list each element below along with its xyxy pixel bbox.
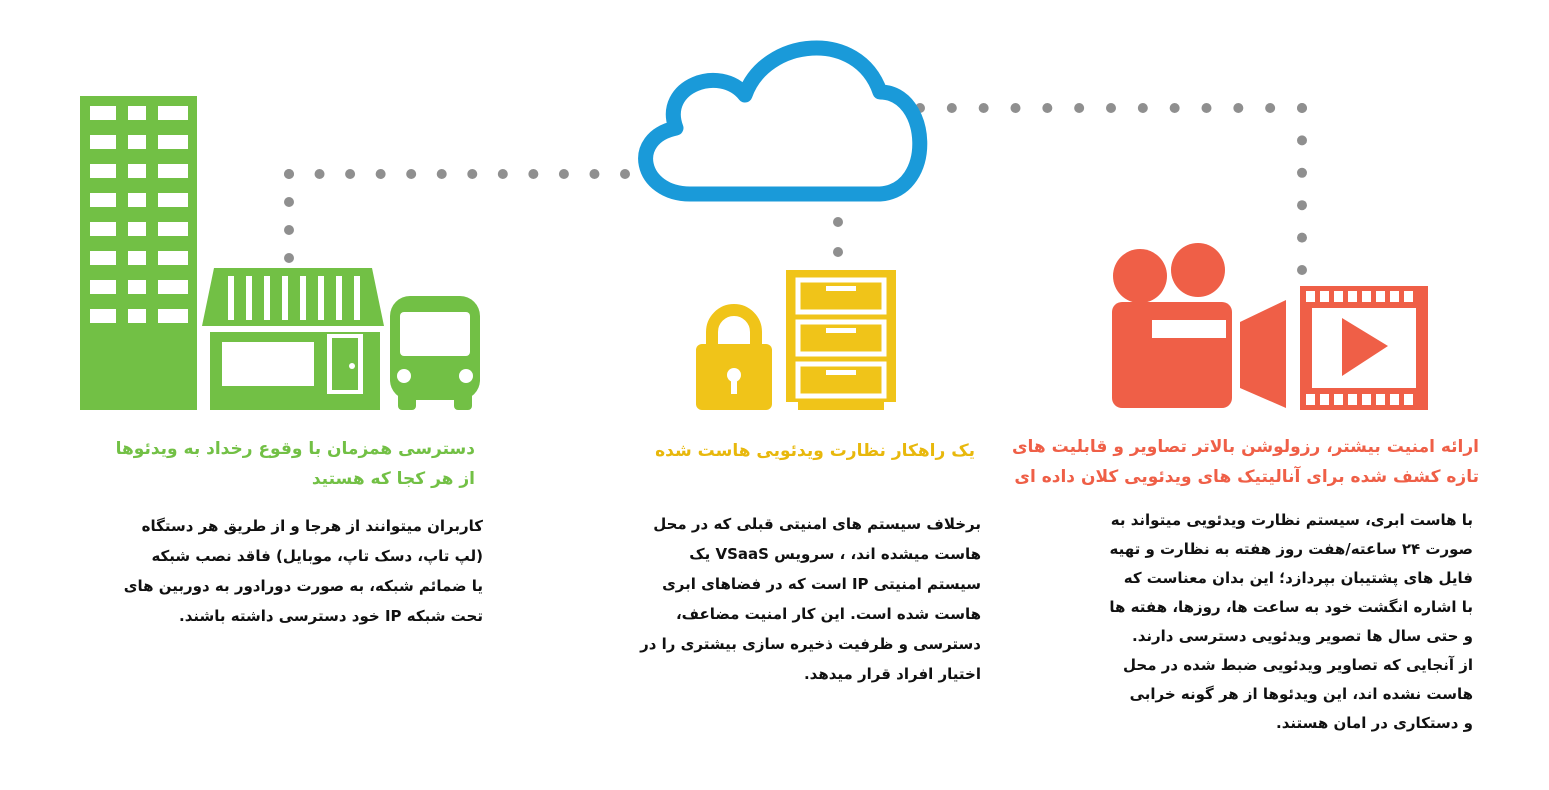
building-window: [158, 280, 188, 294]
connector-dot: [589, 169, 599, 179]
film-perforation: [1362, 394, 1371, 405]
bus-icon: [390, 296, 480, 410]
connector-dot: [284, 197, 294, 207]
building-window: [128, 280, 146, 294]
film-perforation: [1320, 394, 1329, 405]
film-strip-play-icon: [1300, 286, 1428, 410]
middle-desc-line: هاست میشده اند، ، سرویس VSaaS یک: [689, 545, 981, 563]
connector-dot: [1042, 103, 1052, 113]
building-window: [128, 193, 146, 207]
building-window: [90, 135, 116, 149]
building-window: [128, 106, 146, 120]
film-perforation: [1362, 291, 1371, 302]
right-desc-line: با هاست ابری، سیستم نظارت ویدئویی میتواند به: [1110, 511, 1473, 529]
connector-dot: [1265, 103, 1275, 113]
connector-dot: [1138, 103, 1148, 113]
middle-title-line: یک راهکار نظارت ویدئویی هاست شده: [655, 441, 975, 461]
middle-desc-line: دسترسی و ظرفیت ذخیره سازی بیشتری را در: [640, 635, 981, 653]
connector-dot: [406, 169, 416, 179]
building-window: [158, 222, 188, 236]
cloud-icon: [646, 48, 920, 194]
connector-dot: [559, 169, 569, 179]
connector-dot: [833, 217, 843, 227]
connector-dot: [1106, 103, 1116, 113]
connector-dot: [1202, 103, 1212, 113]
right-desc-line: فایل های پشتیبان بپردازد؛ این بدان معناست که: [1123, 569, 1473, 587]
building-window: [158, 309, 188, 323]
middle-desc-line: اختیار افراد قرار میدهد.: [803, 665, 981, 683]
film-perforation: [1320, 291, 1329, 302]
film-perforation: [1404, 394, 1413, 405]
right-desc-line: و حتی سال ها تصویر ویدئویی دسترسی دارند.: [1132, 627, 1473, 645]
connector-dot: [284, 169, 294, 179]
building-window: [158, 135, 188, 149]
shop-icon: [202, 268, 384, 410]
building-window: [128, 222, 146, 236]
connector-dot: [620, 169, 630, 179]
left-description: [124, 511, 483, 631]
middle-description: [640, 509, 981, 689]
building-window: [90, 222, 116, 236]
film-perforation: [1348, 291, 1357, 302]
film-perforation: [1306, 394, 1315, 405]
connector-dot: [979, 103, 989, 113]
lock-icon: [696, 310, 772, 410]
left-title-line: دسترسی همزمان با وقوع رخداد به ویدئوها: [115, 439, 475, 459]
right-title: [1012, 432, 1479, 492]
building-window: [158, 106, 188, 120]
right-desc-line: صورت ۲۴ ساعته/هفت روز هفته به نظارت و تهیه: [1109, 540, 1473, 558]
middle-desc-line: برخلاف سیستم های امنیتی قبلی که در محل: [653, 515, 981, 533]
right-desc-line: از آنجایی که تصاویر ویدئویی ضبط شده در محل: [1123, 656, 1473, 674]
right-title-line: ارائه امنیت بیشتر، رزولوشن بالاتر تصاویر و قابلیت های: [1011, 437, 1479, 457]
building-window: [128, 164, 146, 178]
middle-title: [655, 436, 975, 466]
connector-dot: [1233, 103, 1243, 113]
building-window: [158, 251, 188, 265]
building-window: [90, 251, 116, 265]
file-cabinet-icon: [786, 270, 896, 412]
connector-dot: [1170, 103, 1180, 113]
connector-dot: [1074, 103, 1084, 113]
building-window: [158, 193, 188, 207]
video-camera-icon: [1112, 243, 1286, 408]
connector-dot: [1297, 135, 1307, 145]
right-desc-line: هاست نشده اند، این ویدئوها از هر گونه خرابی: [1129, 685, 1473, 703]
connector-dot: [1297, 168, 1307, 178]
right-title-line: تازه کشف شده برای آنالیتیک های ویدئویی کلان داده ای: [1014, 467, 1479, 487]
building-window: [90, 164, 116, 178]
building-window: [128, 251, 146, 265]
connector-dot: [528, 169, 538, 179]
building-window: [90, 193, 116, 207]
right-desc-line: با اشاره انگشت خود به ساعت ها، روزها، هفته ها: [1109, 598, 1473, 616]
connector-dot: [833, 247, 843, 257]
connector-dot: [498, 169, 508, 179]
right-description: [1109, 506, 1473, 738]
connector-dot: [1297, 265, 1307, 275]
middle-desc-line: هاست شده است. این کار امنیت مضاعف،: [675, 605, 981, 623]
connector-dot: [1297, 200, 1307, 210]
building-window: [90, 106, 116, 120]
film-perforation: [1390, 291, 1399, 302]
connector-dot: [315, 169, 325, 179]
building-icon: [80, 96, 197, 410]
connector-dot: [284, 253, 294, 263]
building-window: [128, 135, 146, 149]
connector-dot: [437, 169, 447, 179]
film-perforation: [1306, 291, 1315, 302]
building-window: [90, 280, 116, 294]
film-perforation: [1334, 394, 1343, 405]
left-desc-line: تحت شبکه IP خود دسترسی داشته باشند.: [179, 607, 483, 625]
building-window: [90, 309, 116, 323]
building-window: [158, 164, 188, 178]
film-perforation: [1334, 291, 1343, 302]
left-title: [116, 434, 475, 494]
connector-dot: [345, 169, 355, 179]
connector-dot: [467, 169, 477, 179]
connector-dot: [376, 169, 386, 179]
left-desc-line: یا ضمائم شبکه، به صورت دورادور به دوربین های: [123, 577, 483, 595]
film-perforation: [1404, 291, 1413, 302]
building-window: [128, 309, 146, 323]
film-perforation: [1376, 291, 1385, 302]
connector-dot: [1297, 103, 1307, 113]
right-desc-line: و دستکاری در امان هستند.: [1276, 714, 1473, 732]
connector-dot: [1011, 103, 1021, 113]
film-perforation: [1376, 394, 1385, 405]
connector-dot: [284, 225, 294, 235]
left-title-line: از هر کجا که هستید: [311, 469, 475, 489]
film-perforation: [1348, 394, 1357, 405]
middle-desc-line: سیستم امنیتی IP است که در فضاهای ابری: [662, 575, 981, 593]
left-desc-line: (لپ تاپ، دسک تاپ، موبایل) فاقد نصب شبکه: [151, 547, 483, 565]
connector-dot: [947, 103, 957, 113]
film-perforation: [1390, 394, 1399, 405]
left-desc-line: کاربران میتوانند از هرجا و از طریق هر دستگاه: [141, 517, 483, 535]
connector-dot: [1297, 233, 1307, 243]
